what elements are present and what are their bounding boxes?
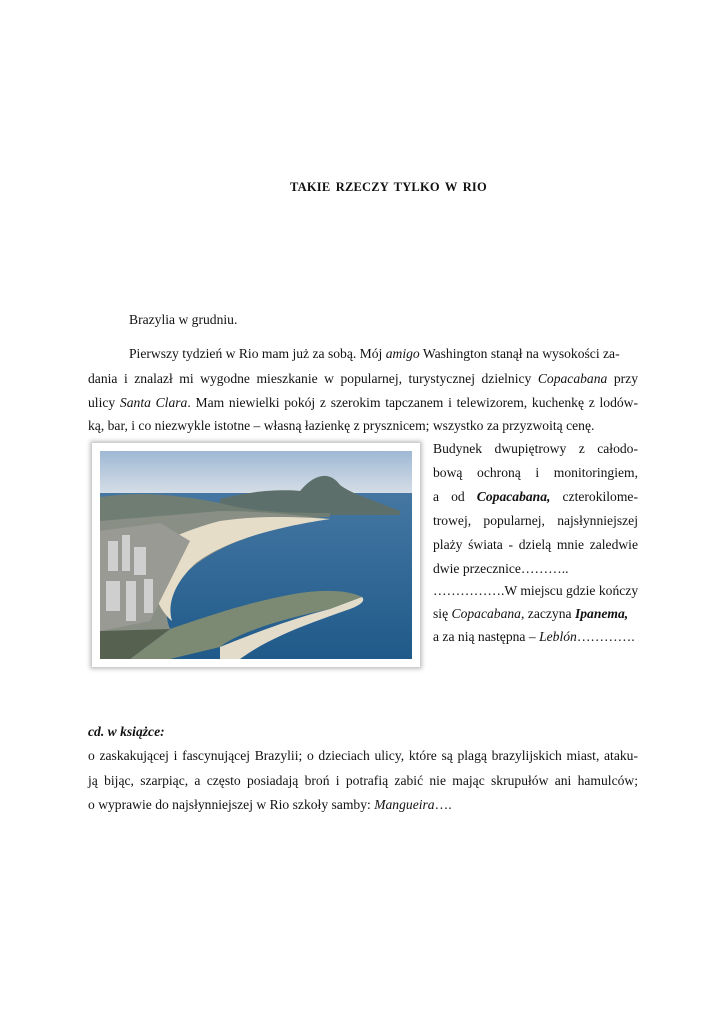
copacabana-photo bbox=[100, 451, 412, 659]
page-title: TAKIE RZECZY TYLKO W RIO bbox=[290, 180, 487, 194]
side-text-line: a od Copacabana, czterokilome- bbox=[433, 489, 638, 504]
side-text-line: a za nią następna – Leblón…………. bbox=[433, 629, 635, 644]
continuation-line: o wyprawie do najsłynniejszej w Rio szkoły samby: Mangueira…. bbox=[88, 797, 452, 812]
side-text-line: bową ochroną i monitoringiem, bbox=[433, 465, 638, 480]
side-text-line: plaży świata - dzielą mnie zaledwie bbox=[433, 537, 638, 552]
side-text-line: trowej, popularnej, najsłynniejszej bbox=[433, 513, 638, 528]
continuation-line: o zaskakującej i fascynującej Brazylii; o dzieciach ulicy, które są plagą brazylijskich miast, ataku- bbox=[88, 748, 638, 763]
paragraph-line: Pierwszy tydzień w Rio mam już za sobą. Mój amigo Washington stanął na wysokości za- bbox=[129, 346, 620, 361]
paragraph-line: dania i znalazł mi wygodne mieszkanie w popularnej, turystycznej dzielnicy Copacabana przy bbox=[88, 371, 638, 386]
side-text-line: dwie przecznice……….. bbox=[433, 561, 569, 576]
paragraph-place-date: Brazylia w grudniu. bbox=[129, 312, 238, 327]
continuation-heading: cd. w książce: bbox=[88, 724, 165, 739]
side-text-line: Budynek dwupiętrowy z całodo- bbox=[433, 441, 638, 456]
paragraph-line: ką, bar, i co niezwykle istotne – własną łazienkę z prysznicem; wszystko za przyzwoitą cenę. bbox=[88, 418, 595, 433]
continuation-line: ją bijąc, szarpiąc, a często posiadają broń i potrafią zabić nie mając skrupułów ani hamulców; bbox=[88, 773, 638, 788]
photo-frame bbox=[92, 443, 420, 667]
paragraph-line: ulicy Santa Clara. Mam niewielki pokój z szerokim tapczanem i telewizorem, kuchenkę z lodów- bbox=[88, 395, 639, 410]
side-text-line: się Copacabana, zaczyna Ipanema, bbox=[433, 606, 629, 621]
side-text-line: …………….W miejscu gdzie kończy bbox=[433, 583, 639, 598]
